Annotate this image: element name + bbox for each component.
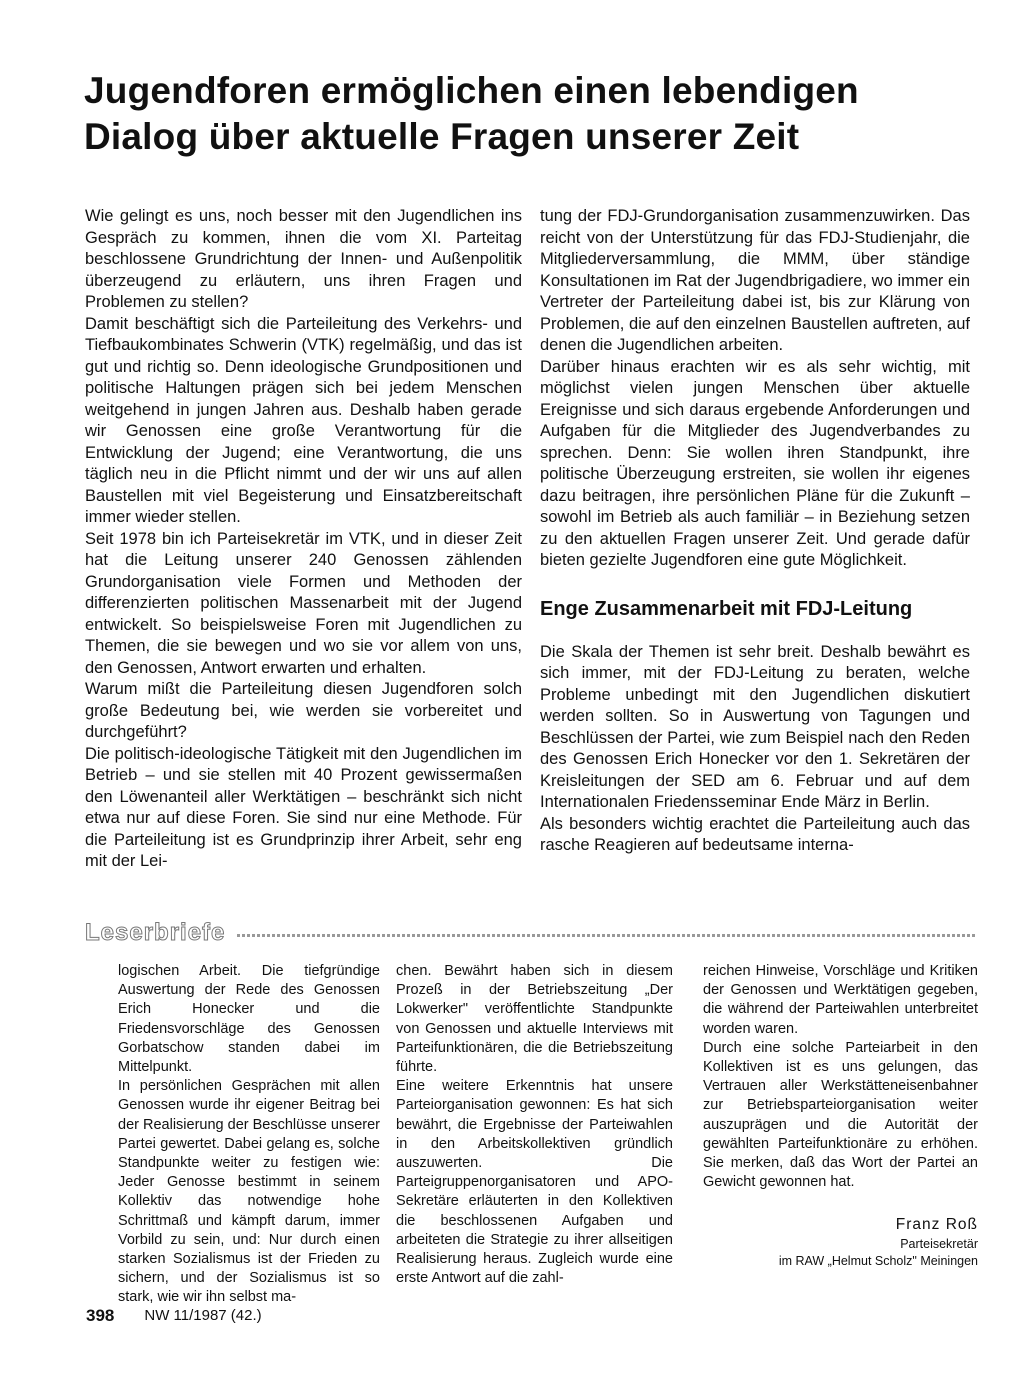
author-workplace: im RAW „Helmut Scholz" Meiningen	[778, 1254, 978, 1268]
letter-signature	[740, 1214, 978, 1270]
issue-reference: NW 11/1987 (42.)	[144, 1307, 262, 1324]
page-footer	[86, 1306, 262, 1326]
author-name: Franz Roß	[895, 1216, 978, 1233]
letter-paragraph: Durch eine solche Parteiarbeit in den Kollektiven ist es uns gelungen, das Vertrauen aller Werkstätteneisenbahner zur Betriebsparteiorganisation weiter auszuprägen und die Autorität der gewählten Parteifunktionäre zu erhöhen. Sie merken, daß das Wort der Partei an Gewicht gewonnen hat.	[703, 1039, 978, 1191]
letters-column-3	[703, 962, 978, 1192]
article-column-2	[540, 206, 970, 857]
letters-section-label: Leserbriefe	[85, 919, 226, 946]
article-paragraph: Damit beschäftigt sich die Parteileitung des Verkehrs- und Tiefbaukombinates Schwerin (VTK) regelmäßig, und das ist gut und richtig so. Denn ideologische Grundpositionen und politische Haltungen prägen sich bei jedem Menschen weitgehend in jungen Jahren aus. Deshalb haben gerade wir Genossen eine große Verantwortung für die Entwicklung der Jugend; eine Verantwortung, die uns täglich neu in die Pflicht nimmt und der wir uns auf allen Baustellen mit viel Begeisterung und Einsatzbereitschaft immer wieder stellen.	[85, 314, 522, 526]
article-paragraph: Warum mißt die Parteileitung diesen Jugendforen solch große Bedeutung bei, wie werden sie vorbereitet und durchgeführt?	[85, 680, 522, 741]
letter-paragraph: reichen Hinweise, Vorschläge und Kritiken der Genossen und Werktätigen gegeben, die während der Parteiwahlen unterbreitet worden waren.	[703, 963, 978, 1037]
article-paragraph: Wie gelingt es uns, noch besser mit den Jugendlichen ins Gespräch zu kommen, ihnen die vom XI. Parteitag beschlossene Grundrichtung der Innen- und Außenpolitik überzeugend zu erläutern, uns ihren Fragen und Problemen zu stellen?	[85, 207, 522, 311]
headline-line-1: Jugendforen ermöglichen einen lebendigen	[84, 70, 859, 111]
article-paragraph: Die politisch-ideologische Tätigkeit mit den Jugendlichen im Betrieb – und sie stellen mit 40 Prozent gewissermaßen den Löwenanteil aller Werktätigen – beschränkt sich nicht etwa nur auf diese Foren. Sie sind nur eine Methode. Für die Parteileitung ist es Grundprinzip ihrer Arbeit, sehr eng mit der Lei-	[85, 744, 522, 870]
letters-column-2	[396, 962, 673, 1288]
article-paragraph: Darüber hinaus erachten wir es als sehr wichtig, mit möglichst vielen jungen Menschen über aktuelle Ereignisse und sich daraus ergebende Anforderungen und Aufgaben für die Mitglieder des Jugendverbandes zu sprechen. Denn: Sie wollen ihren Standpunkt, ihre politische Überzeugung erstreiten, sie wollen ihr eigenes dazu beitragen, ihre persönlichen Pläne für die Zukunft – sowohl im Betrieb als auch familiär – in Beziehung setzen zu den aktuellen Fragen unserer Zeit. Und gerade dafür bieten gezielte Jugendforen eine gute Möglichkeit.	[540, 357, 970, 569]
letter-paragraph: chen. Bewährt haben sich in diesem Prozeß in der Betriebszeitung „Der Lokwerker" veröffentlichte Standpunkte von Genossen und aktuelle Interviews mit Parteifunktionären, die die Betriebszeitung führte.	[396, 963, 673, 1076]
article-paragraph: Seit 1978 bin ich Parteisekretär im VTK, und in dieser Zeit hat die Leitung unserer 240 Genossen zählenden Grundorganisation viele Formen und Methoden der differenzierten politischen Massenarbeit mit der Jugend entwickelt. So beispielsweise Foren mit Jugendlichen zu Themen, die sie bewegen und wo sie vor allem von uns, den Genossen, Antwort erwarten und erhalten.	[85, 529, 522, 677]
article-column-1	[85, 206, 522, 873]
headline	[84, 68, 964, 160]
article-subheading: Enge Zusammenarbeit mit FDJ-Leitung	[540, 597, 913, 620]
headline-line-2: Dialog über aktuelle Fragen unserer Zeit	[84, 116, 800, 157]
page-number: 398	[86, 1306, 115, 1325]
article-paragraph: Als besonders wichtig erachtet die Parteileitung auch das rasche Reagieren auf bedeutsame interna-	[540, 814, 970, 854]
section-divider	[237, 934, 975, 937]
letter-paragraph: In persönlichen Gesprächen mit allen Genossen wurde ihr eigener Beitrag bei der Realisierung der Beschlüsse unserer Partei gewertet. Dabei gelang es, solche Standpunkte weiter zu festigen wie: Jeder Genosse bestimmt in seinem Kollektiv das notwendige hohe Schrittmaß und kämpft darum, immer Vorbild zu sein, und: Nur durch einen starken Sozialismus ist der Frieden zu sichern, und der Sozialismus ist so stark, wie wir ihn selbst ma-	[118, 1078, 380, 1306]
letters-section-header	[85, 918, 975, 948]
letters-column-1	[118, 962, 380, 1308]
letter-paragraph: logischen Arbeit. Die tiefgründige Auswertung der Rede des Genossen Erich Honecker und die Friedensvorschläge des Genossen Gorbatschow standen dabei im Mittelpunkt.	[118, 963, 380, 1076]
letter-paragraph: Eine weitere Erkenntnis hat unsere Parteiorganisation gewonnen: Es hat sich bewährt, die Ergebnisse der Parteiwahlen in den Arbeitskollektiven gründlich auszuwerten. Die Parteigruppenorganisatoren und APO-Sekretäre erläuterten in den Kollektiven die beschlossenen Aufgaben und arbeiteten die Strategie zu ihrer allseitigen Realisierung heraus. Zugleich wurde eine erste Antwort auf die zahl-	[396, 1078, 673, 1287]
article-paragraph: tung der FDJ-Grundorganisation zusammenzuwirken. Das reicht von der Unterstützung für das FDJ-Studienjahr, die Mitgliederversammlung, die MMM, über ständige Konsultationen im Rat der Jugendbrigadiere, wo immer ein Vertreter der Parteileitung dabei ist, bis zur Klärung von Problemen, die auf den einzelnen Baustellen auftreten, auf denen die Jugendlichen arbeiten.	[540, 207, 970, 354]
author-role: Parteisekretär	[900, 1237, 978, 1251]
article-paragraph: Die Skala der Themen ist sehr breit. Deshalb bewährt es sich immer, mit der FDJ-Leitung zu beraten, welche Probleme unbedingt mit den Jugendlichen diskutiert werden sollten. So in Auswertung von Tagungen und Beschlüssen der Partei, wie zum Beispiel nach den Reden des Genossen Erich Honecker vor den 1. Sekretären der Kreisleitungen der SED am 6. Februar und auf dem Internationalen Friedensseminar Ende März in Berlin.	[540, 642, 970, 811]
